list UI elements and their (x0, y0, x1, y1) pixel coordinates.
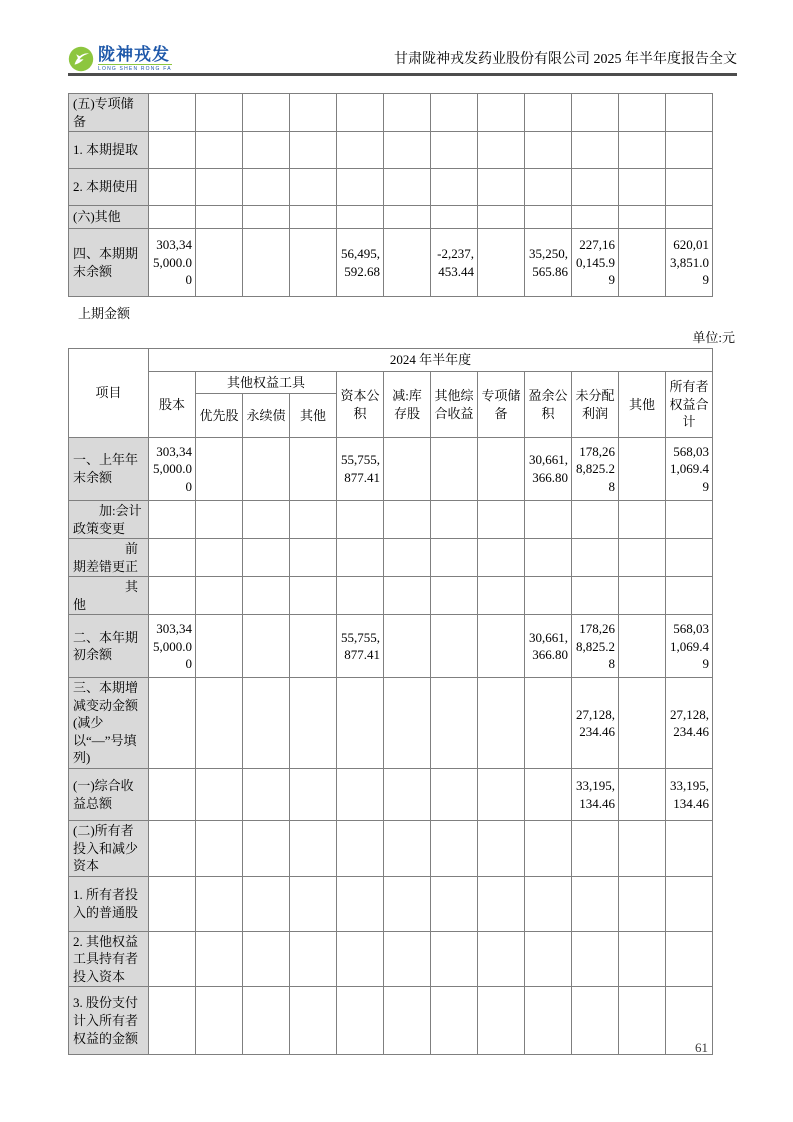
row-label-cell: 前期差错更正 (69, 539, 149, 577)
value-cell (572, 132, 619, 169)
logo-company-name-en: LONG SHEN RONG FA (98, 66, 172, 72)
value-cell (572, 931, 619, 987)
value-cell (619, 169, 666, 206)
value-cell (243, 539, 290, 577)
value-cell (666, 206, 713, 229)
table-row (69, 821, 713, 877)
value-cell (478, 821, 525, 877)
value-cell (149, 539, 196, 577)
value-cell (196, 169, 243, 206)
header-rule (68, 73, 737, 76)
column-header-period: 2024 年半年度 (149, 349, 713, 372)
value-cell (384, 931, 431, 987)
value-cell: 27,128,234.46 (572, 678, 619, 769)
value-cell (243, 229, 290, 297)
value-cell (196, 94, 243, 132)
value-cell (196, 987, 243, 1055)
value-cell: 33,195,134.46 (666, 769, 713, 821)
value-cell (666, 931, 713, 987)
table-row (69, 577, 713, 615)
column-header-item: 项目 (69, 349, 149, 438)
value-cell (196, 769, 243, 821)
value-cell (243, 615, 290, 678)
value-cell (478, 169, 525, 206)
column-header-capital-reserve: 资本公积 (337, 372, 384, 438)
row-label-cell: 一、上年年末余额 (69, 438, 149, 501)
value-cell (290, 94, 337, 132)
value-cell (619, 615, 666, 678)
column-header-other-sub: 其他 (290, 394, 337, 438)
column-header-share-capital: 股本 (149, 372, 196, 438)
value-cell (619, 206, 666, 229)
table-header-row (69, 349, 713, 372)
value-cell (478, 539, 525, 577)
table-row (69, 931, 713, 987)
value-cell (572, 539, 619, 577)
row-label-cell: 加:会计政策变更 (69, 501, 149, 539)
value-cell (431, 678, 478, 769)
value-cell (666, 94, 713, 132)
row-label-cell: 四、本期期末余额 (69, 229, 149, 297)
value-cell: 55,755,877.41 (337, 615, 384, 678)
value-cell (525, 169, 572, 206)
row-label-cell: (五)专项储备 (69, 94, 149, 132)
value-cell (572, 169, 619, 206)
table-row (69, 769, 713, 821)
table-row (69, 229, 713, 297)
prior-amount-label: 上期金额 (78, 306, 131, 321)
value-cell (196, 615, 243, 678)
value-cell (337, 169, 384, 206)
value-cell (196, 577, 243, 615)
table-row (69, 94, 713, 132)
value-cell (196, 876, 243, 931)
column-header-other: 其他 (619, 372, 666, 438)
value-cell (384, 987, 431, 1055)
value-cell (196, 229, 243, 297)
row-label-cell: 其他 (69, 577, 149, 615)
value-cell (243, 876, 290, 931)
value-cell (478, 438, 525, 501)
column-header-special-reserve: 专项储备 (478, 372, 525, 438)
value-cell (666, 577, 713, 615)
value-cell (337, 931, 384, 987)
value-cell (619, 132, 666, 169)
value-cell (384, 206, 431, 229)
value-cell (384, 438, 431, 501)
value-cell (337, 876, 384, 931)
value-cell (337, 132, 384, 169)
value-cell (666, 501, 713, 539)
value-cell: 303,345,000.00 (149, 438, 196, 501)
value-cell (149, 769, 196, 821)
value-cell (525, 206, 572, 229)
value-cell: 33,195,134.46 (572, 769, 619, 821)
value-cell: 27,128,234.46 (666, 678, 713, 769)
value-cell: 620,013,851.09 (666, 229, 713, 297)
value-cell (290, 206, 337, 229)
value-cell (572, 987, 619, 1055)
value-cell (619, 876, 666, 931)
value-cell (243, 577, 290, 615)
value-cell (525, 539, 572, 577)
value-cell: 303,345,000.00 (149, 229, 196, 297)
value-cell (384, 769, 431, 821)
value-cell (666, 821, 713, 877)
value-cell (619, 987, 666, 1055)
value-cell (525, 501, 572, 539)
row-label-cell: 1. 所有者投入的普通股 (69, 876, 149, 931)
current-period-table-continued (68, 93, 713, 297)
value-cell (431, 169, 478, 206)
value-cell (525, 987, 572, 1055)
value-cell (431, 931, 478, 987)
table-header-row (69, 372, 713, 394)
value-cell (290, 438, 337, 501)
value-cell (384, 229, 431, 297)
row-label-cell: (一)综合收益总额 (69, 769, 149, 821)
value-cell (431, 821, 478, 877)
value-cell (337, 206, 384, 229)
report-title: 甘肃陇神戎发药业股份有限公司 2025 年半年度报告全文 (394, 52, 737, 67)
value-cell (478, 206, 525, 229)
value-cell (384, 577, 431, 615)
value-cell (619, 678, 666, 769)
value-cell (243, 206, 290, 229)
value-cell (290, 931, 337, 987)
value-cell (243, 169, 290, 206)
value-cell (290, 132, 337, 169)
value-cell (290, 577, 337, 615)
value-cell (431, 615, 478, 678)
value-cell: 303,345,000.00 (149, 615, 196, 678)
row-label-cell: 2. 本期使用 (69, 169, 149, 206)
value-cell (196, 539, 243, 577)
value-cell: 178,268,825.28 (572, 615, 619, 678)
row-label-cell: 3. 股份支付计入所有者权益的金额 (69, 987, 149, 1055)
value-cell (290, 539, 337, 577)
value-cell (337, 987, 384, 1055)
value-cell (478, 577, 525, 615)
value-cell (525, 931, 572, 987)
table-row (69, 169, 713, 206)
value-cell (525, 821, 572, 877)
value-cell (384, 678, 431, 769)
value-cell (384, 132, 431, 169)
value-cell (290, 769, 337, 821)
value-cell (619, 229, 666, 297)
value-cell (525, 94, 572, 132)
unit-label: 单位:元 (692, 330, 735, 345)
value-cell (149, 501, 196, 539)
value-cell (666, 169, 713, 206)
value-cell: 30,661,366.80 (525, 615, 572, 678)
column-header-preferred-shares: 优先股 (196, 394, 243, 438)
value-cell (525, 577, 572, 615)
prior-period-table (68, 348, 713, 1055)
row-label-cell: 2. 其他权益工具持有者投入资本 (69, 931, 149, 987)
value-cell (243, 987, 290, 1055)
value-cell (196, 132, 243, 169)
value-cell (525, 678, 572, 769)
value-cell (619, 438, 666, 501)
value-cell (243, 132, 290, 169)
value-cell (290, 678, 337, 769)
value-cell (290, 501, 337, 539)
column-header-less-treasury-shares: 减:库存股 (384, 372, 431, 438)
value-cell (337, 678, 384, 769)
value-cell (431, 438, 478, 501)
value-cell (149, 206, 196, 229)
column-header-undistributed-profit: 未分配利润 (572, 372, 619, 438)
value-cell (384, 169, 431, 206)
value-cell (431, 206, 478, 229)
value-cell (478, 229, 525, 297)
value-cell (431, 501, 478, 539)
value-cell (431, 987, 478, 1055)
value-cell (478, 501, 525, 539)
column-header-other-equity-instruments: 其他权益工具 (196, 372, 337, 394)
value-cell (666, 876, 713, 931)
value-cell (384, 501, 431, 539)
value-cell (243, 678, 290, 769)
table-row (69, 876, 713, 931)
value-cell: 178,268,825.28 (572, 438, 619, 501)
value-cell (243, 438, 290, 501)
value-cell (337, 94, 384, 132)
value-cell (290, 229, 337, 297)
value-cell (196, 678, 243, 769)
value-cell (290, 821, 337, 877)
value-cell (478, 769, 525, 821)
value-cell (290, 876, 337, 931)
column-header-perpetual-bonds: 永续债 (243, 394, 290, 438)
value-cell (337, 821, 384, 877)
table-row (69, 615, 713, 678)
value-cell (619, 821, 666, 877)
value-cell (149, 169, 196, 206)
table-row (69, 539, 713, 577)
value-cell (243, 821, 290, 877)
table-row (69, 987, 713, 1055)
value-cell (384, 539, 431, 577)
value-cell (243, 931, 290, 987)
value-cell: -2,237,453.44 (431, 229, 478, 297)
value-cell (384, 876, 431, 931)
column-header-other-comprehensive-income: 其他综合收益 (431, 372, 478, 438)
row-label-cell: 二、本年期初余额 (69, 615, 149, 678)
value-cell (572, 94, 619, 132)
value-cell (431, 876, 478, 931)
row-label-cell: 1. 本期提取 (69, 132, 149, 169)
table-row (69, 438, 713, 501)
value-cell (478, 132, 525, 169)
value-cell (149, 876, 196, 931)
value-cell (196, 931, 243, 987)
value-cell (384, 94, 431, 132)
value-cell: 55,755,877.41 (337, 438, 384, 501)
value-cell (337, 539, 384, 577)
value-cell (337, 501, 384, 539)
value-cell (525, 769, 572, 821)
value-cell (149, 678, 196, 769)
value-cell: 56,495,592.68 (337, 229, 384, 297)
value-cell (149, 821, 196, 877)
value-cell (149, 132, 196, 169)
value-cell (196, 501, 243, 539)
value-cell (290, 615, 337, 678)
value-cell (619, 577, 666, 615)
value-cell (337, 769, 384, 821)
value-cell (196, 821, 243, 877)
value-cell (572, 876, 619, 931)
value-cell (431, 769, 478, 821)
value-cell (478, 94, 525, 132)
value-cell: 568,031,069.49 (666, 438, 713, 501)
value-cell (290, 987, 337, 1055)
value-cell (572, 577, 619, 615)
value-cell (525, 132, 572, 169)
value-cell (478, 615, 525, 678)
value-cell (431, 539, 478, 577)
value-cell (619, 501, 666, 539)
value-cell (196, 206, 243, 229)
table-row (69, 206, 713, 229)
table-row (69, 501, 713, 539)
table-row (69, 132, 713, 169)
value-cell (431, 94, 478, 132)
value-cell (478, 987, 525, 1055)
column-header-surplus-reserve: 盈余公积 (525, 372, 572, 438)
value-cell (337, 577, 384, 615)
value-cell: 35,250,565.86 (525, 229, 572, 297)
value-cell (384, 821, 431, 877)
value-cell (431, 132, 478, 169)
value-cell (619, 94, 666, 132)
value-cell: 30,661,366.80 (525, 438, 572, 501)
value-cell (478, 931, 525, 987)
table-row (69, 678, 713, 769)
value-cell (243, 769, 290, 821)
value-cell (149, 94, 196, 132)
value-cell (619, 769, 666, 821)
value-cell: 227,160,145.99 (572, 229, 619, 297)
value-cell (243, 94, 290, 132)
value-cell: 568,031,069.49 (666, 615, 713, 678)
value-cell (149, 931, 196, 987)
value-cell (384, 615, 431, 678)
value-cell (149, 987, 196, 1055)
value-cell (666, 539, 713, 577)
value-cell (572, 206, 619, 229)
value-cell (149, 577, 196, 615)
value-cell (666, 132, 713, 169)
page-number: 61 (695, 1040, 708, 1055)
value-cell (572, 821, 619, 877)
value-cell (619, 931, 666, 987)
value-cell (243, 501, 290, 539)
column-header-total-owners-equity: 所有者权益合计 (666, 372, 713, 438)
logo-company-name: 陇神戎发 (98, 45, 170, 64)
value-cell (572, 501, 619, 539)
row-label-cell: (二)所有者投入和减少资本 (69, 821, 149, 877)
value-cell (619, 539, 666, 577)
value-cell (196, 438, 243, 501)
value-cell (525, 876, 572, 931)
row-label-cell: 三、本期增减变动金额(减少以“—”号填列) (69, 678, 149, 769)
value-cell (431, 577, 478, 615)
value-cell (478, 876, 525, 931)
row-label-cell: (六)其他 (69, 206, 149, 229)
value-cell (290, 169, 337, 206)
value-cell (478, 678, 525, 769)
